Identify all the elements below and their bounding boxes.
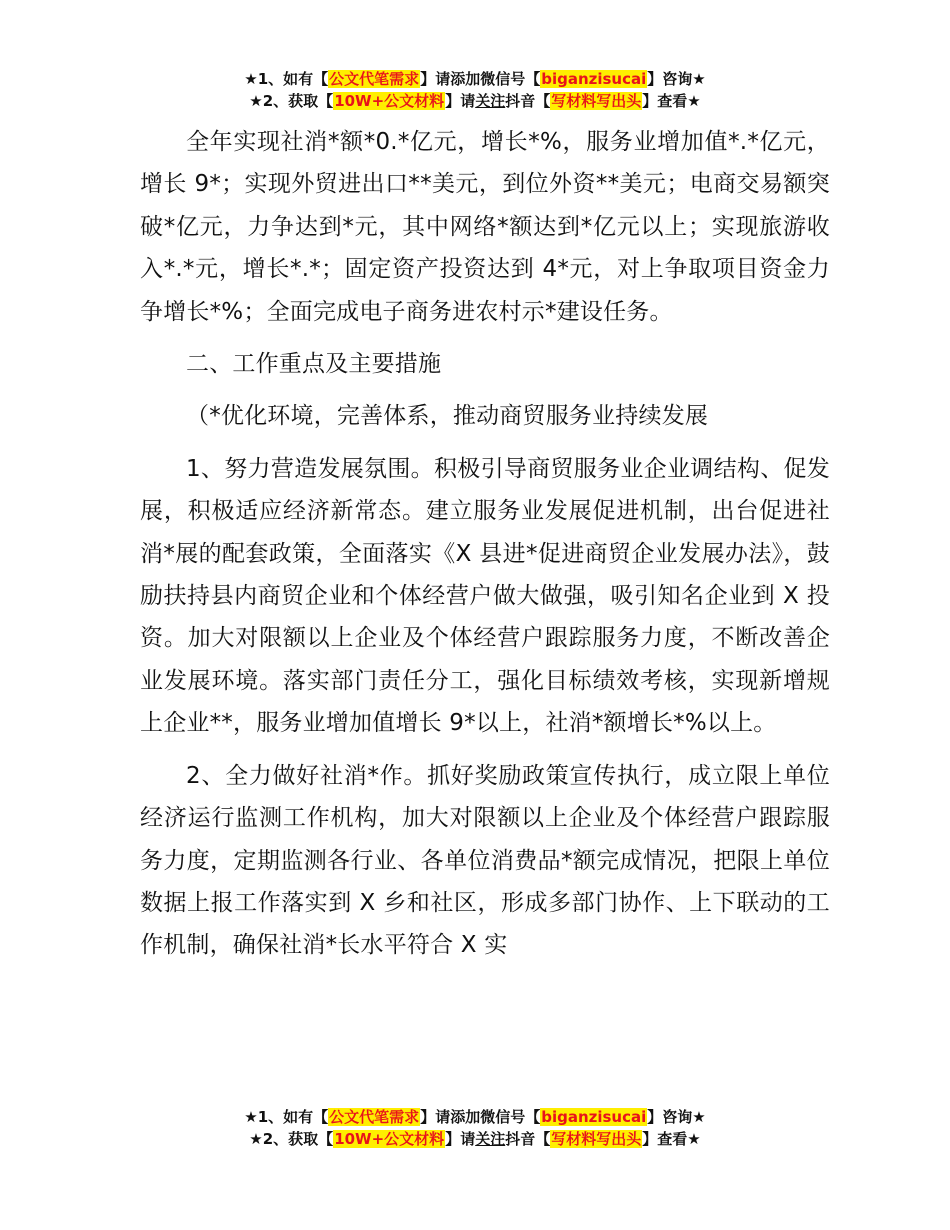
banner-text: ★2、获取【	[249, 1130, 334, 1148]
banner-line-2	[0, 90, 950, 112]
banner-line-1	[0, 68, 950, 90]
paragraph-item-1: 1、努力营造发展氛围。积极引导商贸服务业企业调结构、促发展，积极适应经济新常态。建立服务业发展促进机制，出台促进社消*展的配套政策，全面落实《X 县进*促进商贸企业发展办法》，鼓励扶持县内商贸企业和个体经营户做大做强，吸引知名企业到 X 投资。加大对限额以上企业及个体经营户跟踪服务力度，不断改善企业发展环境。落实部门责任分工，强化目标绩效考核，实现新增规上企业**，服务业增加值增长 9*以上，社消*额增长*%以上。	[140, 455, 830, 737]
banner-text: 】请	[445, 1130, 476, 1148]
footer-banner	[0, 1106, 950, 1150]
banner-text: 抖音【	[505, 1130, 551, 1148]
paragraph-targets: 全年实现社消*额*0.*亿元，增长*%，服务业增加值*.*亿元，增长 9*；实现外贸进出口**美元，到位外资**美元；电商交易额突破*亿元，力争达到*元，其中网络*额达到*亿元以上；实现旅游收入*.*元，增长*.*；固定资产投资达到 4*元，对上争取项目资金力争增长*%；全面完成电子商务进农村示*建设任务。	[140, 129, 830, 325]
banner-line-2	[0, 1128, 950, 1150]
banner-text: 】查看★	[642, 1130, 701, 1148]
header-banner	[0, 68, 950, 112]
highlight-ghostwriting: 公文代笔需求	[329, 1108, 420, 1126]
highlight-ghostwriting: 公文代笔需求	[329, 70, 420, 88]
banner-text: ★1、如有【	[244, 1108, 329, 1126]
underlined-follow: 关注	[475, 92, 506, 110]
highlight-douyin-account: 写材料写出头	[551, 92, 642, 110]
banner-text: 】请添加微信号【	[420, 70, 541, 88]
banner-text: 】请	[445, 92, 476, 110]
section-heading: 二、工作重点及主要措施	[186, 351, 442, 378]
highlight-douyin-account: 写材料写出头	[551, 1130, 642, 1148]
highlight-wechat-id: biganzisucai	[541, 70, 647, 88]
highlight-materials: 10W+公文材料	[334, 92, 445, 110]
subsection-heading: （*优化环境，完善体系，推动商贸服务业持续发展	[186, 403, 709, 430]
banner-text: 】咨询★	[647, 70, 706, 88]
banner-text: ★1、如有【	[244, 70, 329, 88]
banner-text: ★2、获取【	[249, 92, 334, 110]
highlight-materials: 10W+公文材料	[334, 1130, 445, 1148]
banner-line-1	[0, 1106, 950, 1128]
banner-text: 抖音【	[505, 92, 551, 110]
underlined-follow: 关注	[475, 1130, 506, 1148]
highlight-wechat-id: biganzisucai	[541, 1108, 647, 1126]
banner-text: 】查看★	[642, 92, 701, 110]
banner-text: 】请添加微信号【	[420, 1108, 541, 1126]
document-body	[140, 121, 830, 967]
paragraph-item-2: 2、全力做好社消*作。抓好奖励政策宣传执行，成立限上单位经济运行监测工作机构，加大对限额以上企业及个体经营户跟踪服务力度，定期监测各行业、各单位消费品*额完成情况，把限上单位数据上报工作落实到 X 乡和社区，形成多部门协作、上下联动的工作机制，确保社消*长水平符合 X 实	[140, 762, 830, 959]
banner-text: 】咨询★	[647, 1108, 706, 1126]
